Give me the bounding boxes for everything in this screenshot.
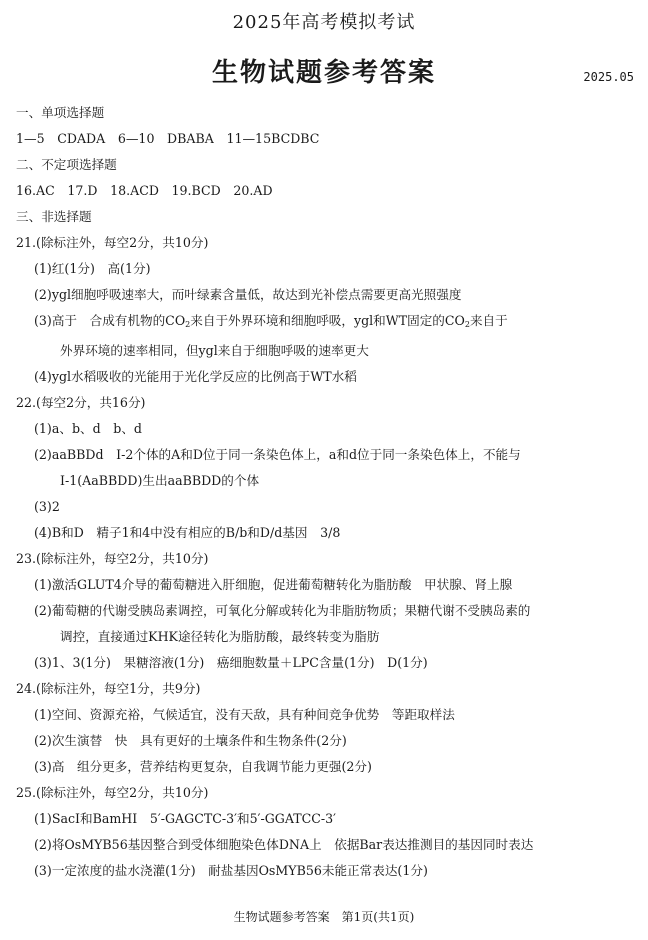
q21-answer-1: (1)红(1分) 高(1分) [34, 261, 151, 276]
q24-answer-2: (2)次生演替 快 具有更好的土壤条件和生物条件(2分) [34, 733, 347, 748]
q24-answer-3: (3)高 组分更多，营养结构更复杂，自我调节能力更强(2分) [34, 759, 372, 774]
q22-answer-4: (4)B和D 精子1和4中没有相应的B/b和D/d基因 3/8 [34, 525, 341, 540]
q22-heading: 22.(每空2分，共16分) [16, 395, 146, 410]
q21-heading: 21.(除标注外，每空2分，共10分) [16, 235, 209, 250]
q22-answer-2: (2)aaBBDd Ⅰ-2个体的A和D位于同一条染色体上，a和d位于同一条染色体上，不能与 [34, 447, 521, 462]
q25-heading: 25.(除标注外，每空2分，共10分) [16, 785, 209, 800]
exam-date: 2025.05 [583, 70, 634, 84]
q21-answer-3-part3: 来自于 [469, 313, 508, 328]
exam-title: 2025年高考模拟考试 [232, 12, 416, 33]
q21-answer-3-part2: 来自于外界环境和细胞呼吸，ygl和WT固定的CO [190, 313, 465, 328]
q22-answer-2-continued: Ⅰ-1(AaBBDD)生出aaBBDD的个体 [60, 473, 260, 488]
section-heading-single-choice: 一、单项选择题 [16, 105, 105, 120]
co2-subscript: 2 [464, 320, 470, 329]
q23-answer-3: (3)1、3(1分) 果糖溶液(1分) 癌细胞数量＋LPC含量(1分) D(1分) [34, 655, 428, 670]
q21-answer-4: (4)ygl水稻吸收的光能用于光化学反应的比例高于WT水稻 [34, 369, 357, 384]
q25-answer-2: (2)将OsMYB56基因整合到受体细胞染色体DNA上 依据Bar表达推测目的基因同时表达 [34, 837, 534, 852]
q23-answer-1: (1)激活GLUT4介导的葡萄糖进入肝细胞，促进葡萄糖转化为脂肪酸 甲状腺、肾上腺 [34, 577, 513, 592]
q21-answer-3 [16, 308, 634, 338]
q23-answer-2-continued: 调控，直接通过KHK途径转化为脂肪酸，最终转变为脂肪 [60, 629, 380, 644]
q21-answer-2: (2)ygl细胞呼吸速率大，而叶绿素含量低，故达到光补偿点需要更高光照强度 [34, 287, 462, 302]
answer-key-title: 生物试题参考答案 [211, 58, 436, 88]
section-heading-multi-choice: 二、不定项选择题 [16, 157, 117, 172]
q22-answer-3: (3)2 [34, 499, 60, 514]
section-heading-non-choice: 三、非选择题 [16, 209, 92, 224]
q23-heading: 23.(除标注外，每空2分，共10分) [16, 551, 209, 566]
q23-answer-2: (2)葡萄糖的代谢受胰岛素调控，可氧化分解或转化为非脂肪物质；果糖代谢不受胰岛素的 [34, 603, 531, 618]
page-footer: 生物试题参考答案 第1页(共1页) [233, 910, 415, 924]
q25-answer-1: (1)SacⅠ和BamHⅠ 5′-GAGCTC-3′和5′-GGATCC-3′ [34, 811, 337, 826]
multi-choice-answers: 16.AC 17.D 18.ACD 19.BCD 20.AD [16, 183, 273, 198]
single-choice-answers: 1—5 CDADA 6—10 DBABA 11—15BCDBC [16, 131, 320, 146]
q24-heading: 24.(除标注外，每空1分，共9分) [16, 681, 201, 696]
q22-answer-1: (1)a、b、d b、d [34, 421, 142, 436]
q21-answer-3-continued: 外界环境的速率相同，但ygl来自于细胞呼吸的速率更大 [60, 343, 369, 358]
co2-subscript: 2 [185, 320, 191, 329]
q21-answer-3-part1: (3)高于 合成有机物的CO [34, 313, 186, 328]
q25-answer-3: (3)一定浓度的盐水浇灌(1分) 耐盐基因OsMYB56未能正常表达(1分) [34, 863, 428, 878]
answer-content [16, 100, 634, 884]
q24-answer-1: (1)空间、资源充裕，气候适宜，没有天敌，具有种间竞争优势 等距取样法 [34, 707, 455, 722]
